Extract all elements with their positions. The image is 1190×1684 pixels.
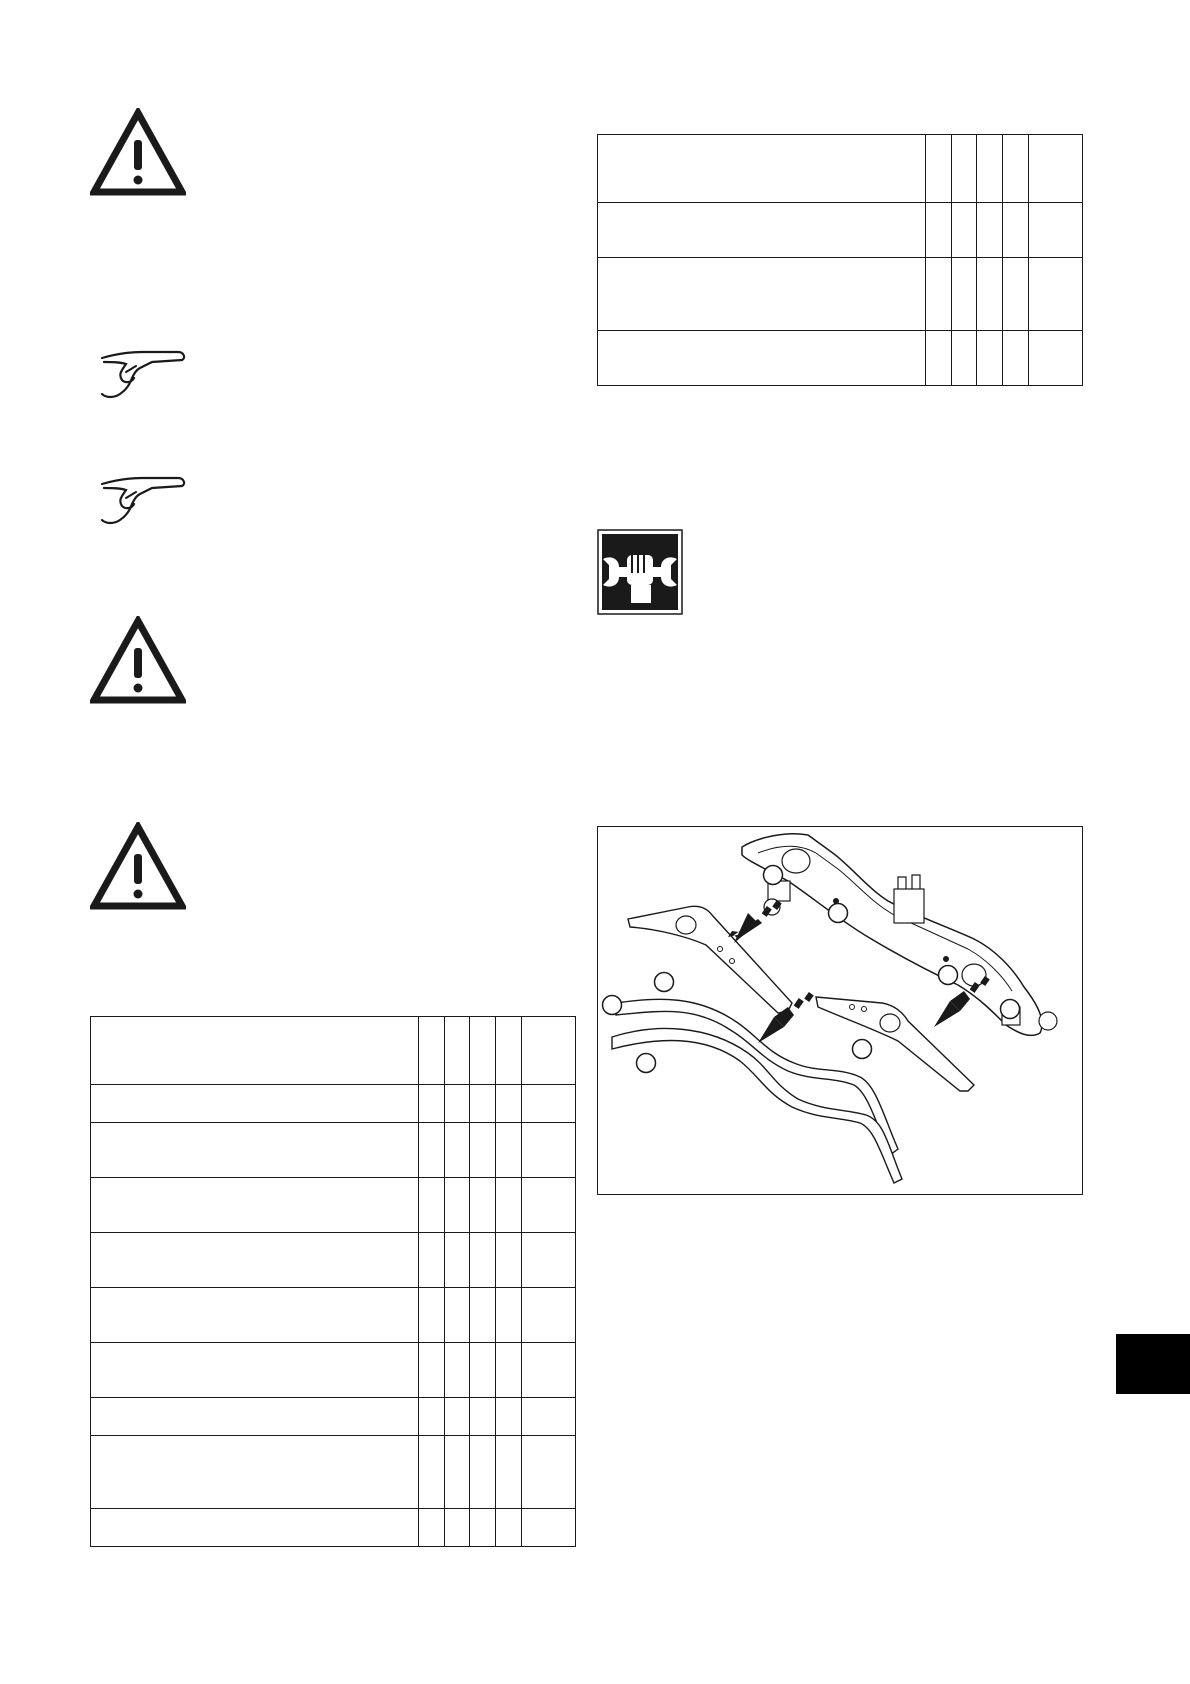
table-cell [419,1178,445,1233]
warning-triangle-icon [90,616,186,704]
table-cell [952,135,977,203]
table-cell [470,1017,496,1085]
table-row [598,331,1083,386]
table-cell [470,1509,496,1547]
table-cell [496,1398,522,1436]
table-cell [522,1288,576,1343]
table-cell [496,1085,522,1123]
table-cell [470,1288,496,1343]
table-cell [1003,331,1029,386]
table-cell [1029,258,1083,331]
table-cell [496,1509,522,1547]
table-cell [445,1509,470,1547]
table-cell [1029,331,1083,386]
callout-marker [939,966,958,985]
table-cell [522,1178,576,1233]
table-cell [598,203,926,258]
table-cell [1003,135,1029,203]
table-cell [91,1509,419,1547]
table-row [91,1085,576,1123]
table-cell [91,1123,419,1178]
table-cell [522,1509,576,1547]
table-cell [496,1288,522,1343]
table-row [91,1398,576,1436]
table-cell [445,1288,470,1343]
table-cell [522,1436,576,1509]
table-cell [977,203,1003,258]
table-cell [926,203,952,258]
table-cell [522,1017,576,1085]
callout-marker [764,866,783,885]
table-cell [419,1017,445,1085]
table-cell [419,1509,445,1547]
warning-triangle-icon [90,108,186,196]
table-cell [419,1288,445,1343]
table-row [91,1233,576,1288]
table-cell [470,1343,496,1398]
table-cell [470,1085,496,1123]
table-cell [470,1436,496,1509]
table-cell [445,1085,470,1123]
table-row [91,1288,576,1343]
callout-marker [603,996,622,1015]
wrench-fist-icon [597,529,683,615]
table-cell [91,1343,419,1398]
table-cell [419,1398,445,1436]
table-cell [1029,135,1083,203]
table-cell [445,1123,470,1178]
table-cell [1003,258,1029,331]
callout-marker [829,904,848,923]
table-cell [496,1178,522,1233]
table-cell [952,331,977,386]
table-cell [977,258,1003,331]
table-cell [419,1085,445,1123]
table-cell [522,1398,576,1436]
table-cell [522,1233,576,1288]
table-cell [91,1398,419,1436]
table-cell [91,1017,419,1085]
table-cell [598,135,926,203]
table-cell [496,1343,522,1398]
table-cell [977,331,1003,386]
table-row [91,1178,576,1233]
table-cell [926,331,952,386]
table-row [91,1509,576,1547]
table-cell [470,1398,496,1436]
table-cell [419,1343,445,1398]
table-row [598,258,1083,331]
table-cell [91,1085,419,1123]
table-cell [1029,203,1083,258]
table-cell [470,1178,496,1233]
table-cell [91,1288,419,1343]
table-cell [496,1017,522,1085]
pointing-hand-icon [96,344,188,406]
warning-triangle-icon [90,822,186,910]
table-cell [470,1123,496,1178]
table-cell [91,1178,419,1233]
table-cell [522,1085,576,1123]
table-cell [445,1343,470,1398]
table-cell [952,203,977,258]
table-row [91,1123,576,1178]
table-cell [445,1398,470,1436]
callout-marker [1001,1000,1020,1019]
table-cell [926,135,952,203]
table-cell [598,258,926,331]
table-cell [1003,203,1029,258]
table-row [91,1017,576,1085]
table-cell [470,1233,496,1288]
table-row [598,135,1083,203]
table-cell [977,135,1003,203]
table-cell [445,1436,470,1509]
table-cell [952,258,977,331]
table-cell [445,1178,470,1233]
table-row [91,1436,576,1509]
table-cell [598,331,926,386]
table-cell [522,1123,576,1178]
callout-marker [655,973,674,992]
table-cell [496,1123,522,1178]
specification-table-left [90,1016,576,1547]
table-row [598,203,1083,258]
table-cell [91,1233,419,1288]
specification-table-right [597,134,1083,386]
pointing-hand-icon [96,470,188,532]
section-tab-marker [1116,1334,1190,1394]
exploded-parts-illustration [597,826,1083,1195]
table-cell [496,1233,522,1288]
table-cell [496,1436,522,1509]
table-cell [522,1343,576,1398]
table-cell [419,1123,445,1178]
table-cell [91,1436,419,1509]
table-cell [445,1017,470,1085]
callout-marker [853,1040,872,1059]
table-cell [445,1233,470,1288]
table-cell [419,1233,445,1288]
callout-marker [637,1054,656,1073]
table-cell [926,258,952,331]
table-cell [419,1436,445,1509]
table-row [91,1343,576,1398]
